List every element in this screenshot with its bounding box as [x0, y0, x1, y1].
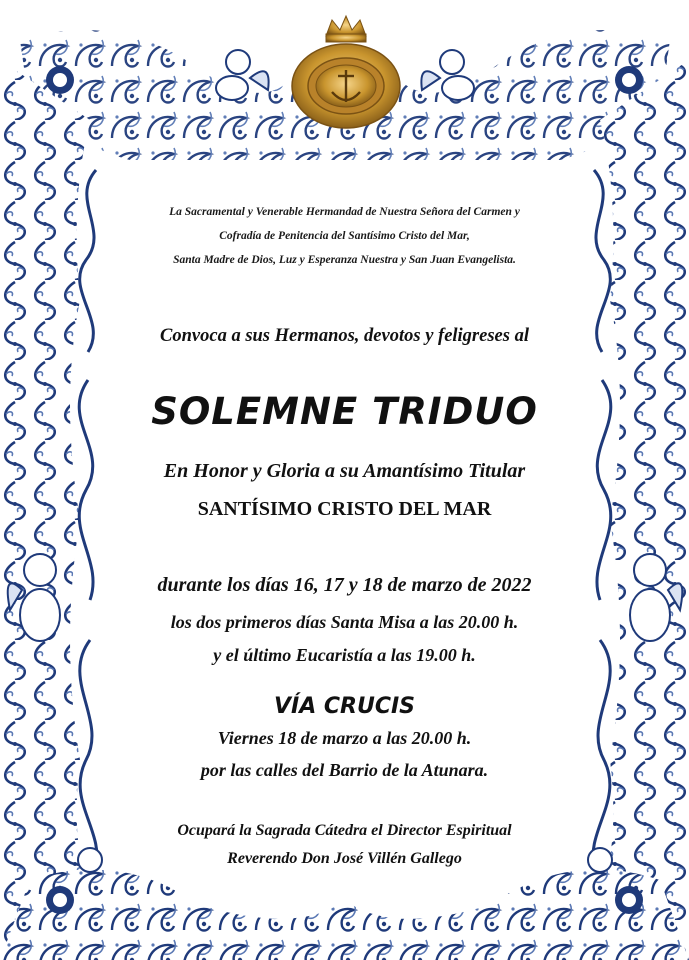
titular-name: SANTÍSIMO CRISTO DEL MAR	[197, 498, 492, 520]
event-title: SOLEMNE TRIDUO	[151, 390, 538, 433]
preacher-intro: Ocupará la Sagrada Cátedra el Director Espiritual	[177, 822, 512, 839]
honor-text: En Honor y Gloria a su Amantísimo Titular	[163, 460, 526, 482]
brotherhood-crest-icon	[288, 14, 404, 134]
brotherhood-name-line-3: Santa Madre de Dios, Luz y Esperanza Nuestra y San Juan Evangelista.	[173, 254, 516, 266]
brotherhood-name-line-1: La Sacramental y Venerable Hermandad de Nuestra Señora del Carmen y	[169, 206, 520, 218]
brotherhood-name-line-2: Cofradía de Penitencia del Santísimo Cristo del Mar,	[219, 230, 470, 242]
preacher-name: Reverendo Don José Villén Gallego	[227, 850, 462, 867]
event-dates: durante los días 16, 17 y 18 de marzo de 2022	[157, 574, 532, 596]
via-crucis-time: Viernes 18 de marzo a las 20.00 h.	[217, 728, 472, 748]
eucharist-schedule: y el último Eucaristía a las 19.00 h.	[213, 645, 476, 665]
via-crucis-route: por las calles del Barrio de la Atunara.	[200, 760, 489, 780]
mass-schedule: los dos primeros días Santa Misa a las 20.00 h.	[170, 612, 519, 632]
via-crucis-title: VÍA CRUCIS	[273, 694, 416, 719]
invitation-text: Convoca a sus Hermanos, devotos y feligreses al	[160, 326, 529, 346]
brotherhood-name	[0, 200, 689, 272]
